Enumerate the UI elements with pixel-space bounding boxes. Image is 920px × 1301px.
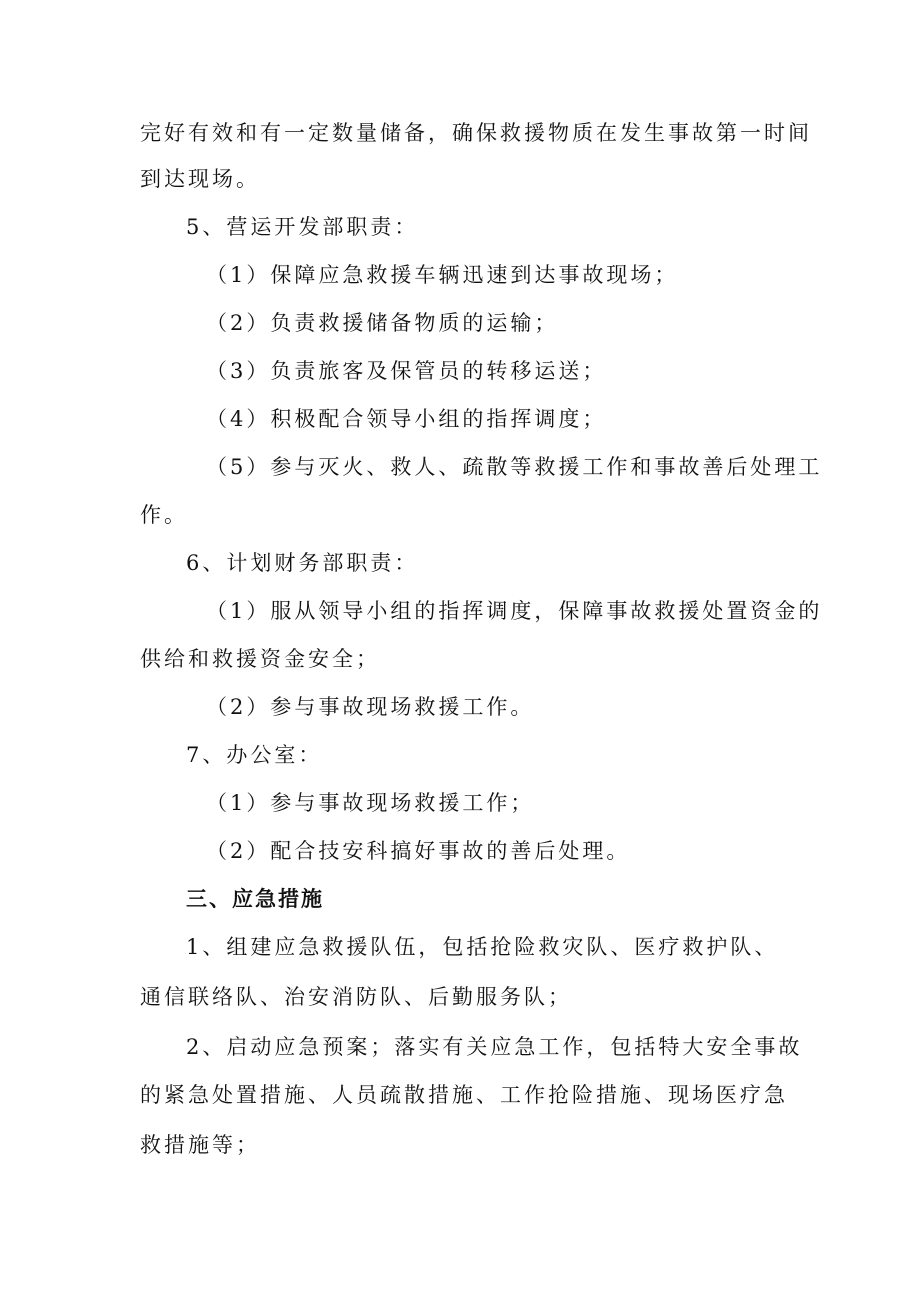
section-item-5: 5、营运开发部职责： [186,215,419,239]
list-item: （3）负责旅客及保管员的转移运送； [206,359,607,383]
paragraph-line: 1、组建应急救援队伍，包括抢险救灾队、医疗救护队、 [186,935,779,959]
list-item: （2）参与事故现场救援工作。 [206,695,535,719]
list-item: （4）积极配合领导小组的指挥调度； [206,407,607,431]
section-item-6: 6、计划财务部职责： [186,551,419,575]
paragraph-line: 到达现场。 [140,167,260,191]
paragraph-line: 救措施等； [140,1133,260,1157]
paragraph-line: 的紧急处置措施、人员疏散措施、工作抢险措施、现场医疗急 [140,1083,788,1107]
paragraph-line: 作。 [140,503,188,527]
list-item: （2）配合技安科搞好事故的善后处理。 [206,839,631,863]
list-item: （1）保障应急救援车辆迅速到达事故现场； [206,263,679,287]
list-item: （5）参与灭火、救人、疏散等救援工作和事故善后处理工 [206,455,823,479]
paragraph-line: 供给和救援资金安全； [140,647,380,671]
paragraph-line: 2、启动应急预案；落实有关应急工作，包括特大安全事故 [186,1035,803,1059]
section-item-7: 7、办公室： [186,743,323,767]
paragraph-line: 完好有效和有一定数量储备，确保救援物质在发生事故第一时间 [140,121,812,145]
section-heading: 三、应急措施 [186,887,324,911]
list-item: （2）负责救援储备物质的运输； [206,311,559,335]
paragraph-line: 通信联络队、治安消防队、后勤服务队； [140,985,572,1009]
list-item: （1）参与事故现场救援工作； [206,791,535,815]
list-item: （1）服从领导小组的指挥调度，保障事故救援处置资金的 [206,599,823,623]
